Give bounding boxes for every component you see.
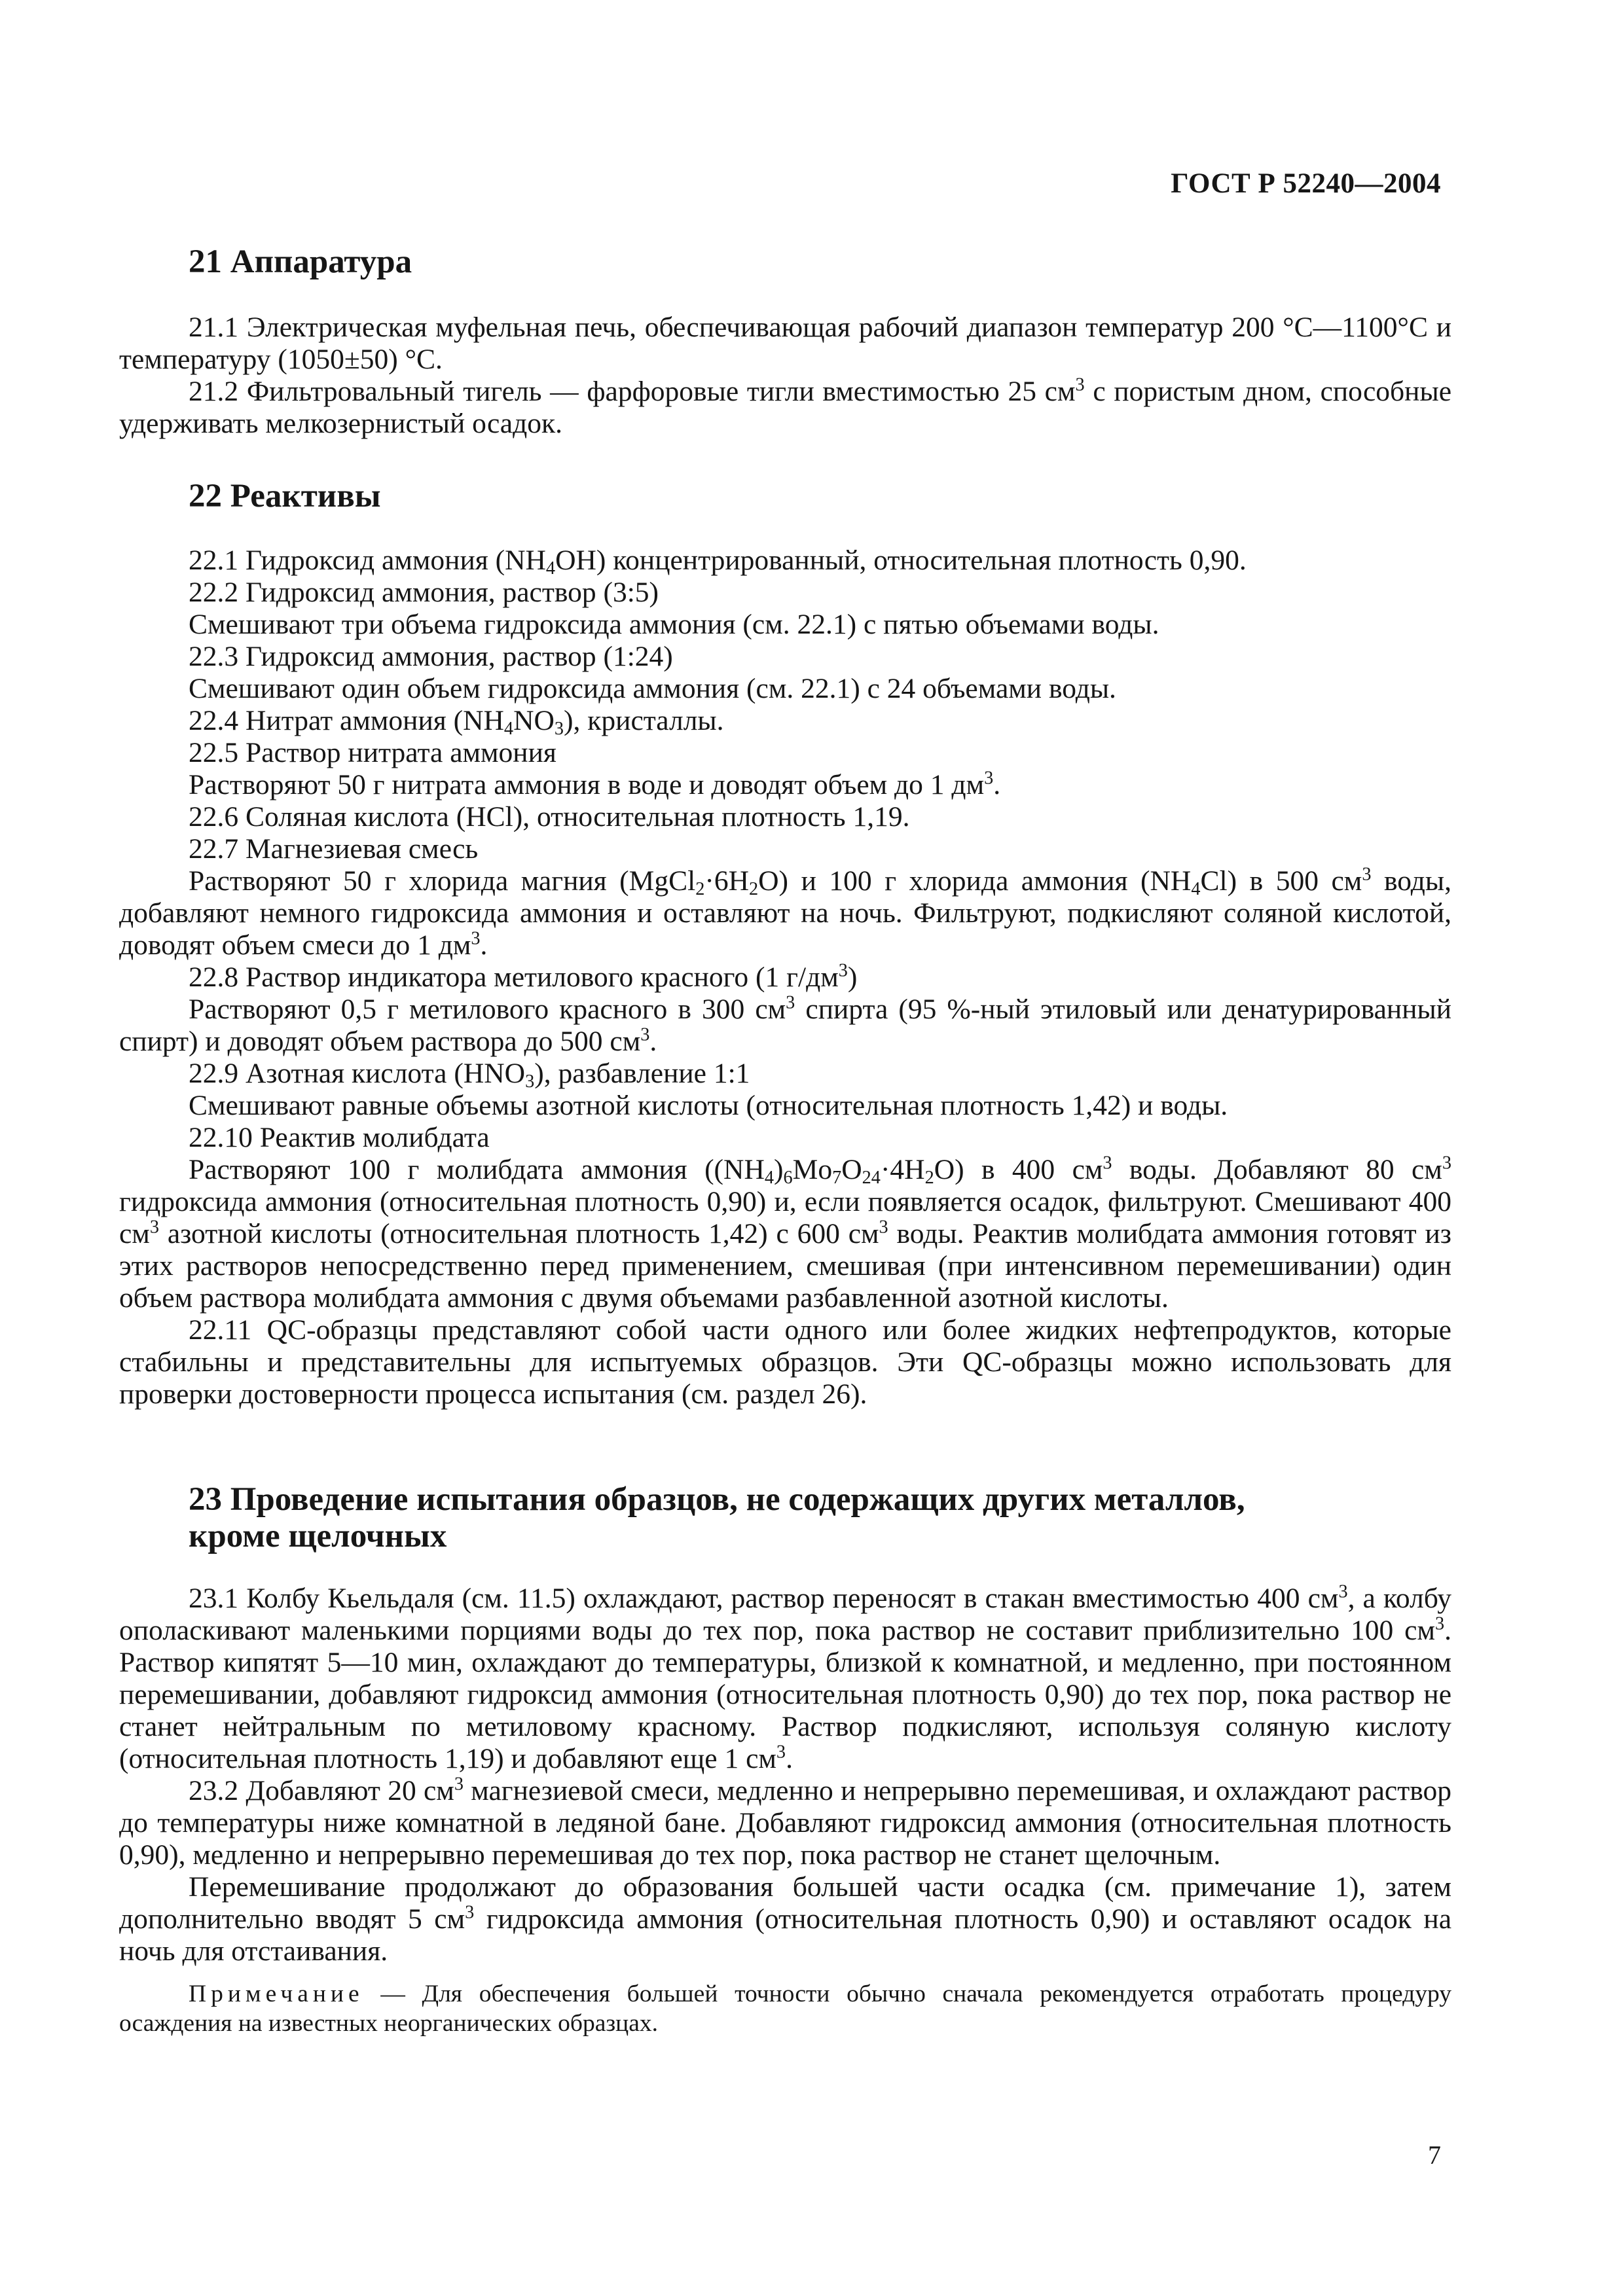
paragraph-22-3-text: Смешивают один объем гидроксида аммония (см. 22.1) с 24 объемами воды. xyxy=(189,673,1116,704)
page-number: 7 xyxy=(1428,2140,1441,2170)
note xyxy=(119,1979,1451,2038)
paragraph-22-1: 22.1 Гидроксид аммония $(NH_4ОН)$ концентрированный, относительная плотность 0,90. xyxy=(189,545,1247,579)
note-text: — Для обеспечения большей точности обычно сначала рекомендуется отработать процедуру осаждения на известных неорганических образцах. xyxy=(119,1981,1451,2037)
paragraph-22-2: 22.2 Гидроксид аммония, раствор (3:5) xyxy=(189,577,659,608)
paragraph-23-3: Перемешивание продолжают до образования большей части осадка (см. примечание 1), затем дополнительно вводят 5 $см^3$ гидроксида аммония (относительная плотность 0,90) и оставляют осадок на ночь для отстаивания. xyxy=(119,1871,1452,1967)
paragraph-22-11: 22.11 QC-образцы представляют собой части одного или более жидких нефтепродуктов, которые стабильны и представительны для испытуемых образцов. Эти QC-образцы можно использовать для проверки достоверности процесса испытания (см. раздел 26). xyxy=(119,1314,1451,1410)
paragraph-22-10: 22.10 Реактив молибдата xyxy=(189,1122,490,1153)
section-22-body xyxy=(119,545,1451,1410)
paragraph-22-5-text: Растворяют 50 г нитрата аммония в воде и доводят объем до 1 $дм^3$. xyxy=(189,768,1001,800)
paragraph-22-8: 22.8 Раствор индикатора метилового красного (1 $г/дм^3$) xyxy=(189,960,858,993)
section-23-title xyxy=(189,1481,1245,1554)
section-21-body xyxy=(119,312,1451,440)
paragraph-22-6: 22.6 Соляная кислота (HCl), относительная плотность 1,19. xyxy=(189,801,910,833)
paragraph-22-4: 22.4 Нитрат аммония $(NH_4NO_3)$, кристаллы. xyxy=(189,705,724,740)
section-22-title: 22 Реактивы xyxy=(189,478,381,514)
paragraph-22-10-text: Растворяют 100 г молибдата аммония $((NH_4)_6Mo_7O_{24}\cdot 4H_2O)$ в 400 $см^3$ воды. Добавляют 80 $см^3$ гидроксида аммония (относительная плотность 0,90) и, если появляется осадок, фильтруют. Смешивают 400 $см^3$ азотной кислоты (относительная плотность 1,42) с 600 $см^3$ воды. Реактив молибдата аммония готовят из этих растворов непосредственно перед применением, смешивая (при интенсивном перемешивании) один объем раствора молибдата аммония с двумя объемами разбавленной азотной кислоты. xyxy=(119,1153,1451,1314)
section-21-title: 21 Аппаратура xyxy=(189,243,412,280)
section-23-title-line1: 23 Проведение испытания образцов, не содержащих других металлов, xyxy=(189,1481,1245,1518)
paragraph-22-9-text: Смешивают равные объемы азотной кислоты (относительная плотность 1,42) и воды. xyxy=(189,1090,1228,1121)
paragraph-22-2-text: Смешивают три объема гидроксида аммония (см. 22.1) с пятью объемами воды. xyxy=(189,609,1159,640)
paragraph-23-2: 23.2 Добавляют 20 $см^3$ магнезиевой смеси, медленно и непрерывно перемешивая, и охлаждают раствор до температуры ниже комнатной в ледяной бане. Добавляют гидроксид аммония (относительная плотность 0,90), медленно и непрерывно перемешивая до тех пор, пока раствор не станет щелочным. xyxy=(119,1774,1451,1871)
paragraph-22-9: 22.9 Азотная кислота $(HNO_3)$, разбавление 1:1 xyxy=(189,1058,750,1092)
note-label: Примечание xyxy=(189,1981,364,2007)
paragraph-22-7: 22.7 Магнезиевая смесь xyxy=(189,833,479,865)
paragraph-22-7-text: Растворяют 50 г хлорида магния $(MgCl_2\cdot 6H_2O)$ и 100 г хлорида аммония $(NH_4Cl)$ в 500 $см^3$ воды, добавляют немного гидроксида аммония и оставляют на ночь. Фильтруют, подкисляют соляной кислотой, доводят объем смеси до 1 $дм^3$. xyxy=(119,864,1451,961)
paragraph-21-1: 21.1 Электрическая муфельная печь, обеспечивающая рабочий диапазон температур 200 °С—1100°С и температуру (1050±50) °С. xyxy=(119,312,1451,375)
standard-header: ГОСТ Р 52240—2004 xyxy=(1171,168,1441,199)
paragraph-22-8-text: Растворяют 0,5 г метилового красного в 300 $см^3$ спирта (95 %-ный этиловый или денатурированный спирт) и доводят объем раствора до 500 $см^3$. xyxy=(119,992,1451,1057)
paragraph-23-1: 23.1 Колбу Кьельдаля (см. 11.5) охлаждают, раствор переносят в стакан вместимостью 400 $см^3$, а колбу ополаскивают маленькими порциями воды до тех пор, пока раствор не составит приблизительно 100 $см^3$. Раствор кипятят 5—10 мин, охлаждают до температуры, близкой к комнатной, и медленно, при постоянном перемешивании, добавляют гидроксид аммония (относительная плотность 0,90) до тех пор, пока раствор не станет нейтральным по метиловому красному. Раствор подкисляют, используя соляную кислоту (относительная плотность 1,19) и добавляют еще 1 $см^3$. xyxy=(119,1581,1451,1774)
paragraph-22-3: 22.3 Гидроксид аммония, раствор (1:24) xyxy=(189,641,673,672)
section-23-body xyxy=(119,1583,1451,2038)
paragraph-21-2: 21.2 Фильтровальный тигель — фарфоровые тигли вместимостью 25 $см^3$ с пористым дном, способные удерживать мелкозернистый осадок. xyxy=(119,374,1451,439)
section-23-title-line2: кроме щелочных xyxy=(189,1518,447,1554)
paragraph-22-5: 22.5 Раствор нитрата аммония xyxy=(189,737,556,768)
